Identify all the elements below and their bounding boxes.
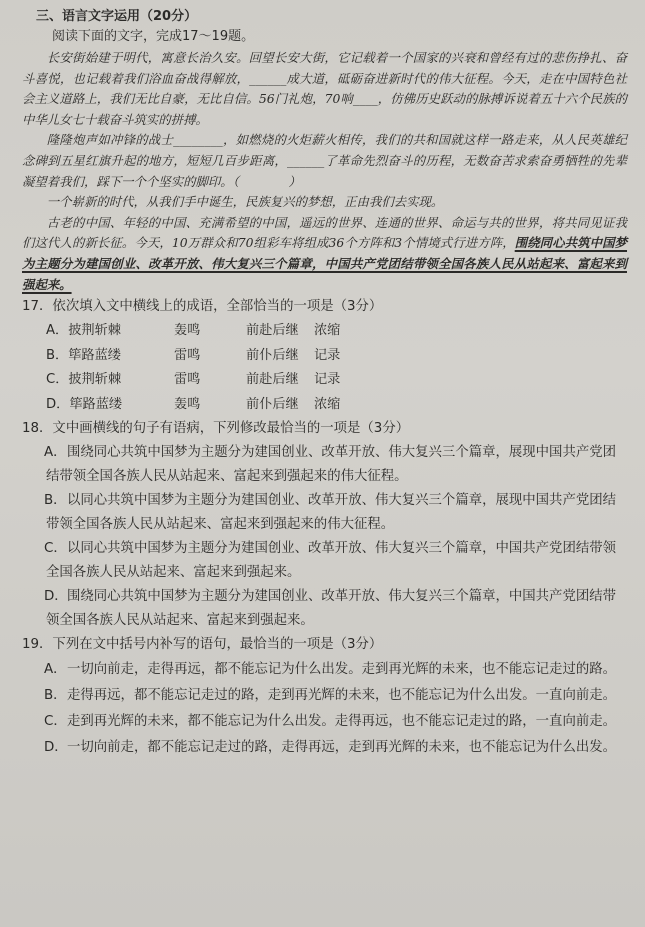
option-letter: D． [44, 740, 68, 756]
question-19-stem: 19．下列在文中括号内补写的语句，最恰当的一项是（3分） [22, 637, 383, 653]
option-17-d[interactable] [46, 393, 627, 418]
option-text: 一切向前走，都不能忘记走过的路，走得再远，走到再光辉的未来，也不能忘记为什么出发。 [67, 740, 617, 756]
question-18 [22, 417, 627, 633]
section-title: 三、语言文字运用（20分） [36, 9, 198, 24]
option-19-b[interactable] [46, 683, 627, 709]
option-word-2: 轰鸣 [174, 396, 201, 412]
option-word-4: 记录 [314, 347, 341, 363]
option-text: 围绕同心共筑中国梦为主题分为建国创业、改革开放、伟大复兴三个篇章，中国共产党团结带领全国各族人民从站起来、富起来到强起来。 [46, 589, 617, 629]
option-letter: C． [44, 714, 67, 730]
option-word-3: 前赴后继 [246, 372, 299, 388]
question-17-stem: 17．依次填入文中横线上的成语，全部恰当的一项是（3分） [22, 299, 383, 315]
option-letter: B． [44, 493, 67, 509]
option-18-a[interactable] [46, 441, 627, 489]
option-word-3: 前仆后继 [246, 396, 299, 412]
option-text: 走到再光辉的未来，都不能忘记为什么出发。走得再远，也不能忘记走过的路，一直向前走。 [67, 714, 617, 730]
option-word-2: 轰鸣 [174, 323, 201, 339]
question-18-stem: 18．文中画横线的句子有语病，下列修改最恰当的一项是（3分） [22, 421, 410, 437]
option-17-b[interactable] [46, 344, 627, 369]
option-text: 一切向前走，走得再远，都不能忘记为什么出发。走到再光辉的未来，也不能忘记走过的路。 [67, 662, 617, 678]
option-text: 以同心共筑中国梦为主题分为建国创业、改革开放、伟大复兴三个篇章，中国共产党团结带领全国各族人民从站起来、富起来到强起来。 [46, 541, 617, 581]
option-word-1: 披荆斩棘 [68, 323, 121, 339]
option-letter: C． [46, 372, 69, 388]
option-19-d[interactable] [46, 735, 627, 761]
option-19-c[interactable] [46, 709, 627, 735]
option-text: 以同心共筑中国梦为主题分为建国创业、改革开放、伟大复兴三个篇章，展现中国共产党团结带领全国各族人民从站起来、富起来到强起来的伟大征程。 [46, 493, 617, 533]
option-word-3: 前赴后继 [246, 323, 299, 339]
option-letter: A． [46, 323, 69, 339]
option-18-d[interactable] [46, 585, 627, 633]
option-letter: A． [44, 445, 67, 461]
option-word-2: 雷鸣 [174, 372, 201, 388]
option-word-2: 雷鸣 [174, 347, 201, 363]
option-text: 走得再远，都不能忘记走过的路，走到再光辉的未来，也不能忘记为什么出发。一直向前走。 [67, 688, 617, 704]
option-letter: B． [44, 688, 67, 704]
option-word-4: 记录 [314, 372, 341, 388]
underlined-sentence: 围绕同心共筑中国梦为主题分为建国创业、改革开放、伟大复兴三个篇章，中国共产党团结带领全国各族人民从站起来、富起来到强起来。 [22, 235, 628, 292]
option-letter: B． [46, 347, 69, 363]
option-19-a[interactable] [46, 657, 627, 683]
option-word-4: 浓缩 [314, 323, 341, 339]
passage-paragraph-1: 长安街始建于明代，寓意长治久安。回望长安大街，它记载着一个国家的兴衰和曾经有过的悲伤挣扎、奋斗喜悦，也记载着我们浴血奋战得解放，______成大道，砥砺奋进新时代的伟大征程。今天，走在中国特色社会主义道路上，我们无比自豪，无比自信。56门礼炮，70响____，仿佛历史跃动的脉搏诉说着五十六个民族的中华儿女七十载奋斗筑实的拼搏。 [22, 50, 627, 127]
question-17-options [22, 319, 627, 417]
option-17-a[interactable] [46, 319, 627, 344]
option-word-3: 前仆后继 [246, 347, 299, 363]
option-word-1: 筚路蓝缕 [68, 347, 121, 363]
question-19 [22, 633, 627, 761]
option-letter: D． [46, 396, 70, 412]
passage-paragraph-4-text: 古老的中国、年轻的中国、充满希望的中国，遥远的世界、连通的世界、命运与共的世界，将共同见证我们这代人的新长征。今天，10万群众和70组彩车将组成36个方阵和3个情境式行进方阵， [22, 214, 627, 251]
option-word-1: 披荆斩棘 [68, 372, 122, 388]
option-18-b[interactable] [46, 489, 627, 537]
option-18-c[interactable] [46, 537, 627, 585]
passage-paragraph-2: 隆隆炮声如冲锋的战士________，如燃烧的火炬薪火相传，我们的共和国就这样一路走来，从人民英雄纪念碑到五星红旗升起的地方，短短几百步距离，______了革命先烈奋斗的历程，无数奋苦求索奋勇牺牲的先辈凝望着我们，踩下一个个坚实的脚印。（ ） [22, 132, 627, 189]
reading-passage [22, 48, 627, 295]
question-17 [22, 295, 627, 417]
option-letter: D． [44, 589, 68, 605]
passage-paragraph-3: 一个崭新的时代，从我们手中诞生，民族复兴的梦想，正由我们去实现。 [46, 194, 444, 210]
option-text: 围绕同心共筑中国梦为主题分为建国创业、改革开放、伟大复兴三个篇章，展现中国共产党团结带领全国各族人民从站起来、富起来到强起来的伟大征程。 [46, 445, 617, 485]
option-word-1: 筚路蓝缕 [69, 396, 123, 412]
option-word-4: 浓缩 [314, 396, 341, 412]
option-letter: A． [44, 662, 67, 678]
section-intro: 阅读下面的文字，完成17～19题。 [52, 29, 255, 44]
passage-paragraph-4 [22, 213, 627, 295]
option-letter: C． [44, 541, 67, 557]
option-17-c[interactable] [46, 368, 627, 393]
